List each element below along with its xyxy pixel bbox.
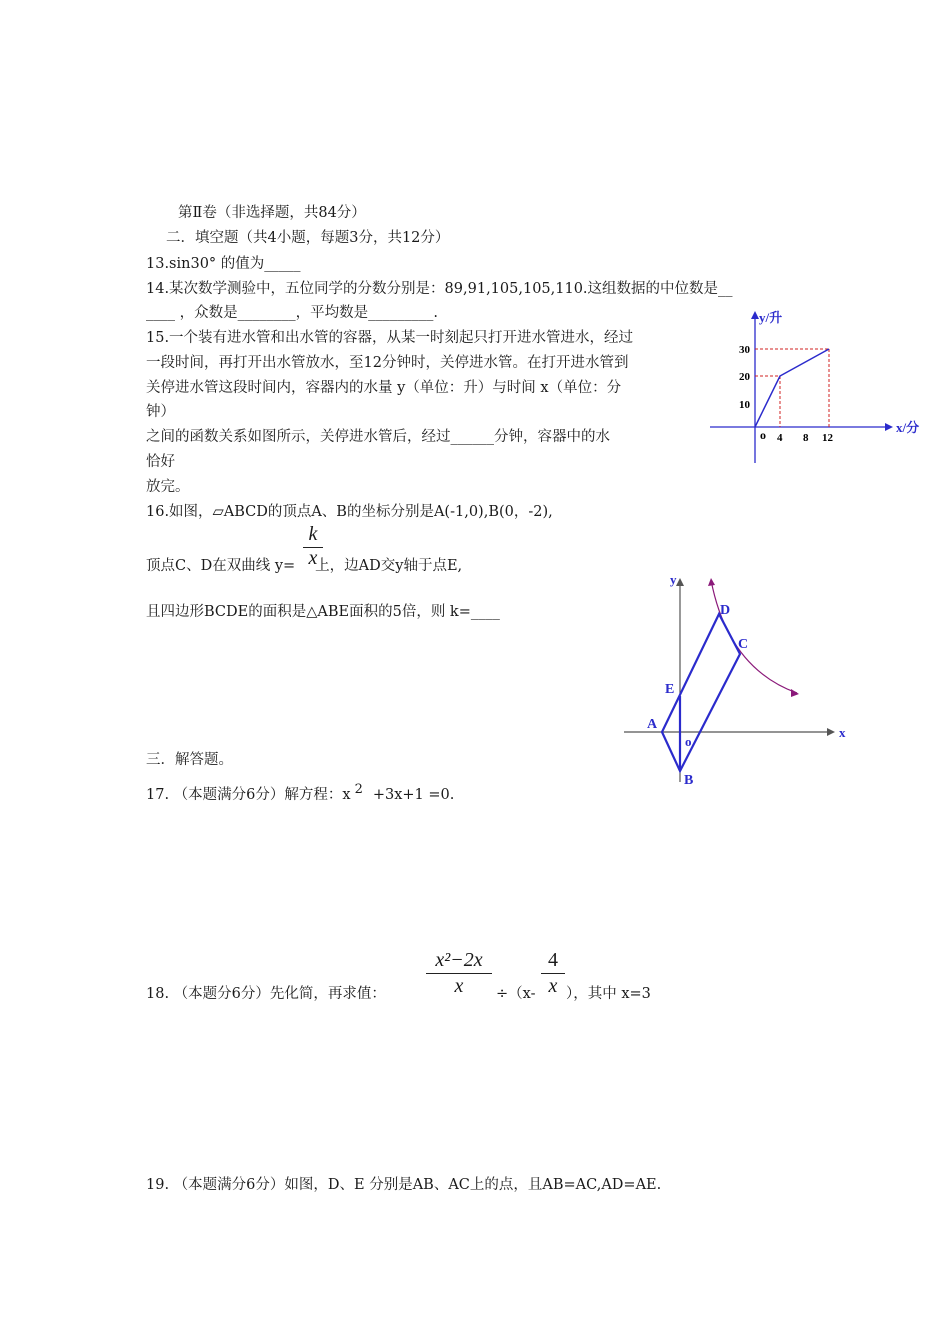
parallelogram-symbol: ▱: [212, 504, 224, 520]
frac-bar: [426, 973, 492, 974]
question-16-prefix: 16.如图，: [146, 504, 213, 520]
question-15-line: 之间的函数关系如图所示，关停进水管后，经过______分钟，容器中的水: [146, 429, 610, 445]
frac-denominator: x: [308, 547, 318, 569]
question-18-suffix: ），其中 x=3: [566, 986, 651, 1002]
q15-y-tick: 20: [739, 371, 750, 383]
question-16-line1-rest: ABCD的顶点A、B的坐标分别是A(-1,0),B(0，-2),: [223, 504, 553, 520]
q15-origin: o: [760, 428, 766, 442]
section3-heading: 三．解答题。: [146, 752, 233, 768]
q16-fraction-k-over-x: [303, 522, 323, 567]
question-15-line: 关停进水管这段时间内，容器内的水量 y（单位：升）与时间 x（单位：分: [146, 380, 622, 396]
frac-denominator: x: [548, 975, 558, 997]
q16-x-label: x: [839, 725, 846, 740]
q18-fraction-1: [426, 948, 492, 997]
question-16-line2-suffix: 上，边AD交y轴于点E,: [315, 558, 463, 574]
q15-y-arrow: [751, 311, 759, 319]
q15-y-label: y/升: [759, 310, 783, 325]
question-15-line: 钟）: [146, 404, 175, 420]
question-17-exponent: 2: [354, 782, 363, 797]
q15-y-tick: 30: [739, 344, 750, 356]
q16-y-label: y: [670, 572, 677, 587]
q16-hyperbola-arrow-top: [708, 578, 715, 586]
q16-point-b: B: [684, 773, 694, 786]
q16-origin: o: [685, 734, 692, 749]
question-18-prefix: 18. （本题分6分）先化简，再求值：: [146, 986, 386, 1002]
question-15-line: 放完。: [146, 479, 190, 495]
q16-point-c: C: [738, 637, 749, 652]
question-14-line2: ____ ，众数是________，平均数是_________.: [146, 305, 438, 321]
q15-x-tick: 8: [803, 432, 809, 444]
question-13: 13.sin30° 的值为_____: [146, 256, 301, 272]
q15-x-tick: 4: [777, 432, 783, 444]
q16-point-a: A: [647, 717, 658, 732]
q15-x-label: x/分: [896, 420, 920, 435]
question-17-prefix: 17. （本题满分6分）解方程：x: [146, 786, 351, 803]
q15-function-line: [755, 349, 829, 427]
question-16-line2-prefix: 顶点C、D在双曲线 y=: [146, 558, 296, 574]
q15-y-tick: 10: [739, 399, 750, 411]
question-19: 19. （本题满分6分）如图，D、E 分别是AB、AC上的点，且AB=AC,AD=AE.: [146, 1177, 662, 1193]
question-16-line3: 且四边形BCDE的面积是△ABE面积的5倍，则 k=____: [146, 604, 500, 620]
part2-header: 第Ⅱ卷（非选择题，共84分）: [178, 205, 366, 221]
q16-y-arrow: [676, 578, 684, 586]
q16-parallelogram-figure: [618, 568, 850, 786]
frac-numerator: x²−2x: [435, 949, 483, 971]
question-15-line: 15.一个装有进水管和出水管的容器，从某一时刻起只打开进水管进水，经过: [146, 330, 634, 346]
q18-fraction-2: [541, 948, 565, 997]
question-15-line: 恰好: [146, 454, 175, 470]
q16-hyperbola-arrow-end: [791, 689, 799, 697]
q16-hyperbola: [711, 580, 797, 693]
q16-point-e: E: [665, 682, 675, 697]
question-14-line1: 14.某次数学测验中，五位同学的分数分别是：89,91,105,105,110.这组数据的中位数是__: [146, 281, 733, 297]
q16-point-d: D: [720, 603, 731, 618]
q15-x-arrow: [885, 423, 893, 431]
frac-bar: [541, 973, 565, 974]
frac-denominator: x: [454, 975, 464, 997]
q16-x-arrow: [827, 728, 835, 736]
section2-heading: 二．填空题（共4小题，每题3分，共12分）: [166, 230, 450, 246]
frac-numerator: k: [308, 523, 318, 545]
q15-x-tick: 12: [822, 432, 833, 444]
frac-numerator: 4: [548, 949, 558, 971]
q15-water-graph: [700, 305, 930, 470]
question-18-mid: ÷（x-: [496, 986, 536, 1002]
question-17-suffix: +3x+1 =0.: [372, 786, 455, 803]
question-17: [146, 780, 454, 805]
question-15-line: 一段时间，再打开出水管放水，至12分钟时，关停进水管。在打开进水管到: [146, 355, 629, 371]
question-16-line1: [146, 502, 553, 522]
